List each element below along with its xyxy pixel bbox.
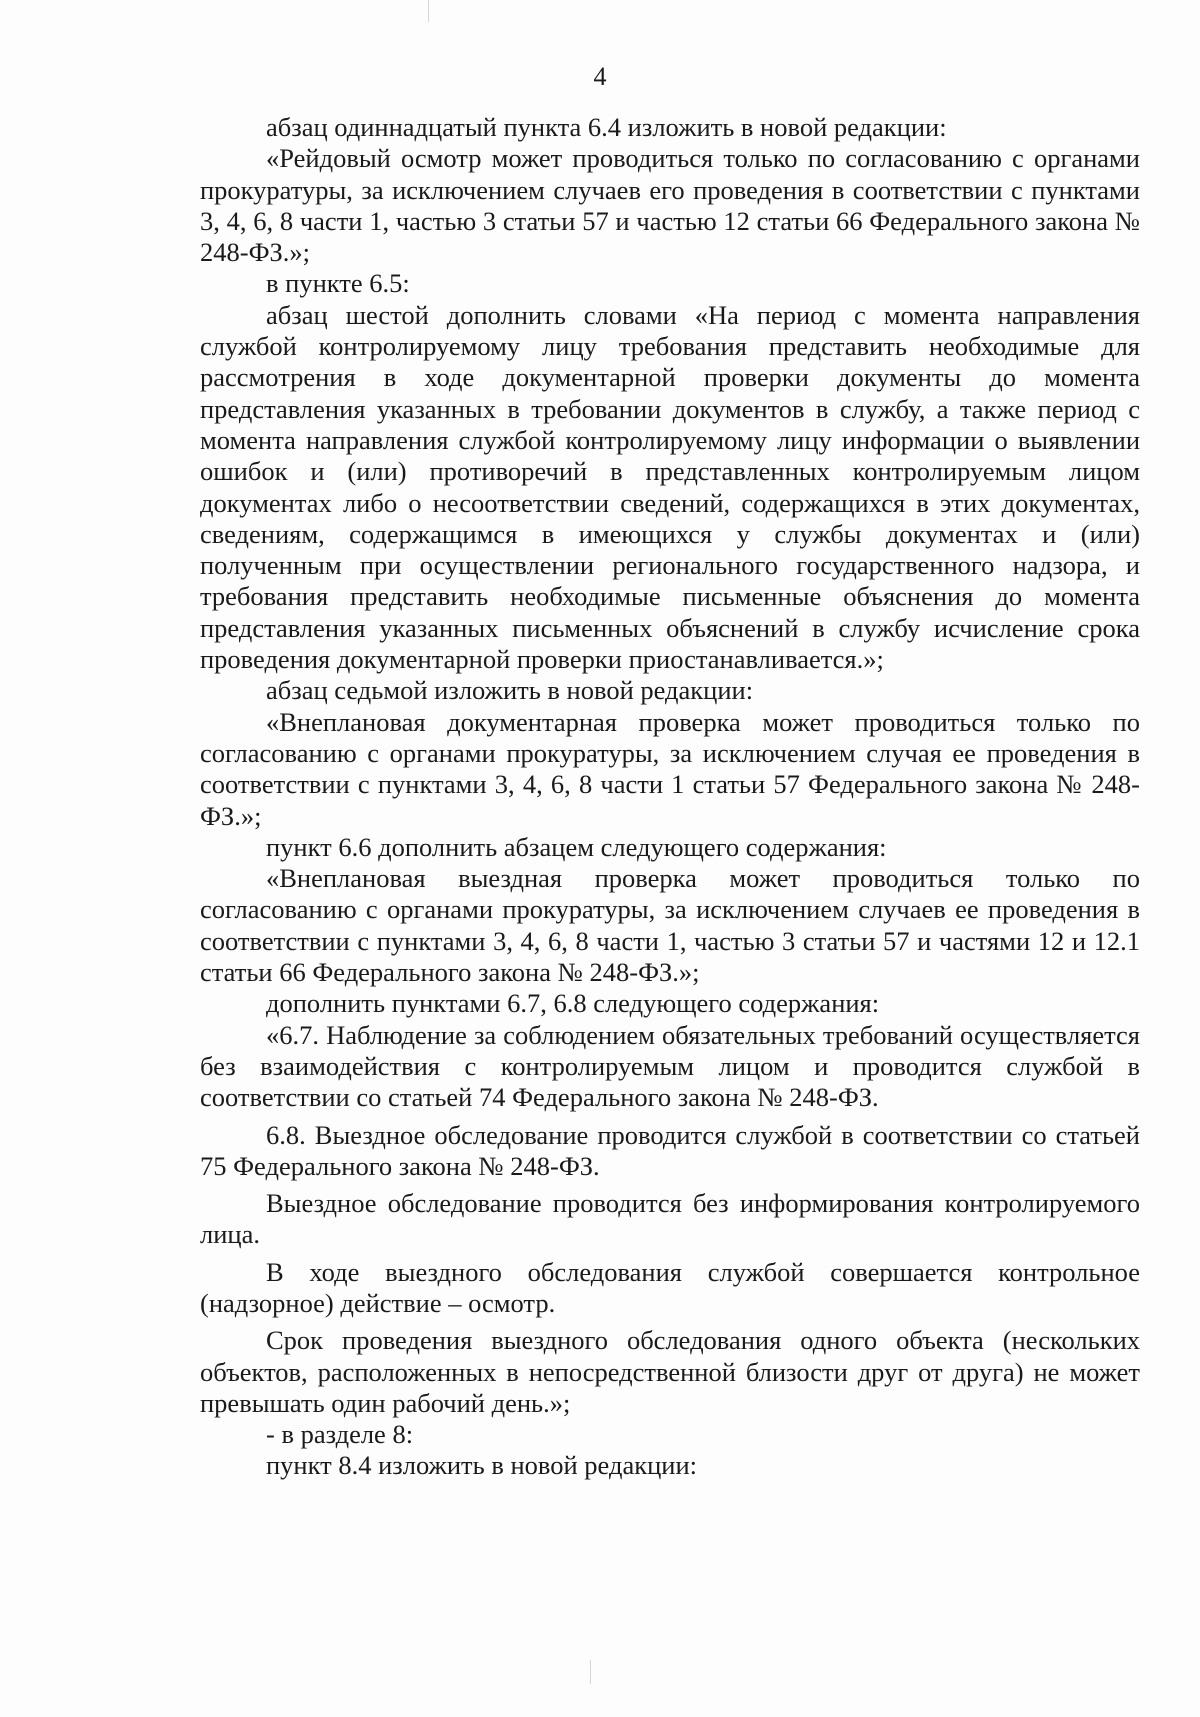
- paragraph-amendment-6-6-heading: пункт 6.6 дополнить абзацем следующего содержания:: [266, 831, 887, 862]
- paragraph-documentary-check-suspension: абзац шестой дополнить словами «На период с момента направления службой контролируемому лицу требования представить необходимые для рассмотрения в ходе документарной проверки документы до момента представления указанных в требовании документов в службу, а также период с момента направления службой контролируемому лицу информации о выявлении ошибок и (или) противоречий в представленных контролируемым лицом документах либо о несоответствии сведений, содержащихся в этих документах, сведениям, содержащимся в имеющихся у службы документах и (или) полученным при осуществлении регионального государственного надзора, и требования представить необходимые письменные объяснения до момента представления указанных письменных объяснений в службу исчисление срока проведения документарной проверки приостанавливается.»;: [200, 299, 1140, 675]
- document-body: [200, 112, 1140, 1482]
- paragraph-amendment-6-5-heading: в пункте 6.5:: [266, 268, 410, 299]
- paragraph-add-6-7-6-8-heading: дополнить пунктами 6.7, 6.8 следующего содержания:: [266, 988, 880, 1019]
- paragraph-amendment-6-4-heading: абзац одиннадцатый пункта 6.4 изложить в новой редакции:: [266, 112, 947, 142]
- paragraph-6-7-monitoring: «6.7. Наблюдение за соблюдением обязательных требований осуществляется без взаимодействия с контролируемым лицом и проводится службой в соответствии со статьей 74 Федерального закона № 248-ФЗ.: [200, 1019, 1140, 1113]
- scan-artifact-line: [590, 1660, 591, 1684]
- paragraph-seventh-heading: абзац седьмой изложить в новой редакции:: [266, 675, 754, 706]
- scan-artifact-line: [428, 0, 429, 22]
- paragraph-field-survey-duration: Срок проведения выездного обследования одного объекта (нескольких объектов, расположенных в непосредственной близости друг от друга) не может превышать один рабочий день.»;: [200, 1325, 1140, 1418]
- paragraph-field-survey-action: В ходе выездного обследования службой совершается контрольное (надзорное) действие – осмотр.: [200, 1256, 1140, 1318]
- paragraph-unscheduled-field-check: «Внеплановая выездная проверка может проводиться только по согласованию с органами прокуратуры, за исключением случаев ее проведения в соответствии с пунктами 3, 4, 6, 8 части 1, частью 3 статьи 57 и частями 12 и 12.1 статьи 66 Федерального закона № 248-ФЗ.»;: [200, 863, 1140, 988]
- paragraph-field-survey-no-notice: Выездное обследование проводится без информирования контролируемого лица.: [200, 1188, 1140, 1250]
- paragraph-amendment-8-4-heading: пункт 8.4 изложить в новой редакции:: [266, 1450, 697, 1481]
- paragraph-raid-inspection: «Рейдовый осмотр может проводиться только по согласованию с органами прокуратуры, за исключением случаев его проведения в соответствии с пунктами 3, 4, 6, 8 части 1, частью 3 статьи 57 и частью 12 статьи 66 Федерального закона № 248-ФЗ.»;: [200, 143, 1140, 268]
- paragraph-unscheduled-documentary-check: «Внеплановая документарная проверка может проводиться только по согласованию с органами прокуратуры, за исключением случая ее проведения в соответствии с пунктами 3, 4, 6, 8 части 1 статьи 57 Федерального закона № 248-ФЗ.»;: [200, 706, 1140, 831]
- paragraph-section-8-heading: - в разделе 8:: [266, 1419, 414, 1450]
- page-number: 4: [593, 62, 607, 91]
- paragraph-6-8-field-survey: 6.8. Выездное обследование проводится службой в соответствии со статьей 75 Федерального закона № 248-ФЗ.: [200, 1119, 1140, 1181]
